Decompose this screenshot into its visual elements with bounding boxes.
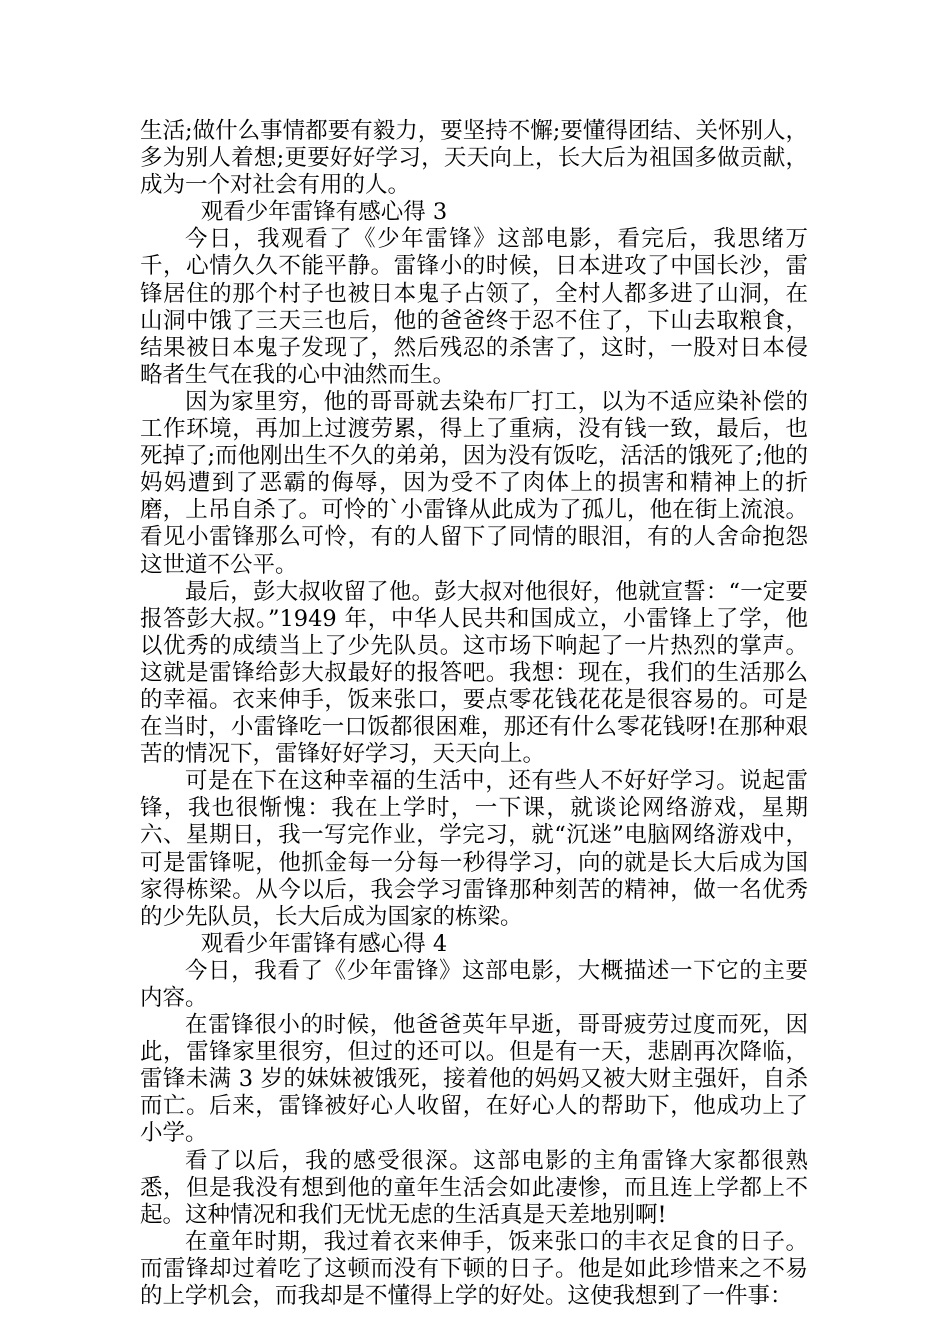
paragraph: 可是在下在这种幸福的生活中，还有些人不好好学习。说起雷锋，我也很惭愧：我在上学时，一下课，就谈论网络游戏，星期六、星期日，我一写完作业，学完习，就“沉迷”电脑网络游戏中，可是雷锋呢，他抓金每一分每一秒得学习，向的就是长大后成为国家得栋梁。从今以后，我会学习雷锋那种刻苦的精神，做一名优秀的少先队员，长大后成为国家的栋梁。 bbox=[140, 768, 808, 930]
section-heading-3: 观看少年雷锋有感心得 3 bbox=[200, 199, 448, 226]
paragraph: 看了以后，我的感受很深。这部电影的主角雷锋大家都很熟悉，但是我没有想到他的童年生活会如此凄惨，而且连上学都上不起。这种情况和我们无忧无虑的生活真是天差地别啊! bbox=[140, 1147, 808, 1228]
paragraph: 今日，我观看了《少年雷锋》这部电影，看完后，我思绪万千，心情久久不能平静。雷锋小的时候，日本进攻了中国长沙，雷锋居住的那个村子也被日本鬼子占领了，全村人都多进了山洞，在山洞中饿了三天三也后，他的爸爸终于忍不住了，下山去取粮食，结果被日本鬼子发现了，然后残忍的杀害了，这时，一股对日本侵略者生气在我的心中油然而生。 bbox=[140, 226, 808, 388]
section-heading-4: 观看少年雷锋有感心得 4 bbox=[200, 930, 448, 957]
essay-body bbox=[140, 118, 808, 1310]
paragraph: 今日，我看了《少年雷锋》这部电影，大概描述一下它的主要内容。 bbox=[140, 957, 808, 1011]
paragraph: 最后，彭大叔收留了他。彭大叔对他很好，他就宣誓：“一定要报答彭大叔。”1949 年，中华人民共和国成立，小雷锋上了学，他以优秀的成绩当上了少先队员。这市场下响起了一片热烈的掌声。这就是雷锋给彭大叔最好的报答吧。我想：现在，我们的生活那么的幸福。衣来伸手，饭来张口，要点零花钱花花是很容易的。可是在当时，小雷锋吃一口饭都很困难，那还有什么零花钱呀!在那种艰苦的情况下，雷锋好好学习，天天向上。 bbox=[140, 578, 808, 768]
paragraph: 因为家里穷，他的哥哥就去染布厂打工，以为不适应染补偿的工作环境，再加上过渡劳累，得上了重病，没有钱一致，最后，也死掉了;而他刚出生不久的弟弟，因为没有饭吃，活活的饿死了;他的妈妈遭到了恶霸的侮辱，因为受不了肉体上的损害和精神上的折磨，上吊自杀了。可怜的`小雷锋从此成为了孤儿，他在街上流浪。看见小雷锋那么可怜，有的人留下了同情的眼泪，有的人舍命抱怨这世道不公平。 bbox=[140, 388, 808, 578]
paragraph-continuation: 生活;做什么事情都要有毅力，要坚持不懈;要懂得团结、关怀别人，多为别人着想;更要好好学习，天天向上，长大后为祖国多做贡献，成为一个对社会有用的人。 bbox=[140, 118, 808, 199]
paragraph: 在童年时期，我过着衣来伸手，饭来张口的丰衣足食的日子。而雷锋却过着吃了这顿而没有下顿的日子。他是如此珍惜来之不易的上学机会，而我却是不懂得上学的好处。这使我想到了一件事： bbox=[140, 1228, 808, 1310]
paragraph: 在雷锋很小的时候，他爸爸英年早逝，哥哥疲劳过度而死，因此，雷锋家里很穷，但过的还可以。但是有一天，悲剧再次降临，雷锋未满 3 岁的妹妹被饿死，接着他的妈妈又被大财主强奸，自杀而亡。后来，雷锋被好心人收留，在好心人的帮助下，他成功上了小学。 bbox=[140, 1012, 808, 1147]
